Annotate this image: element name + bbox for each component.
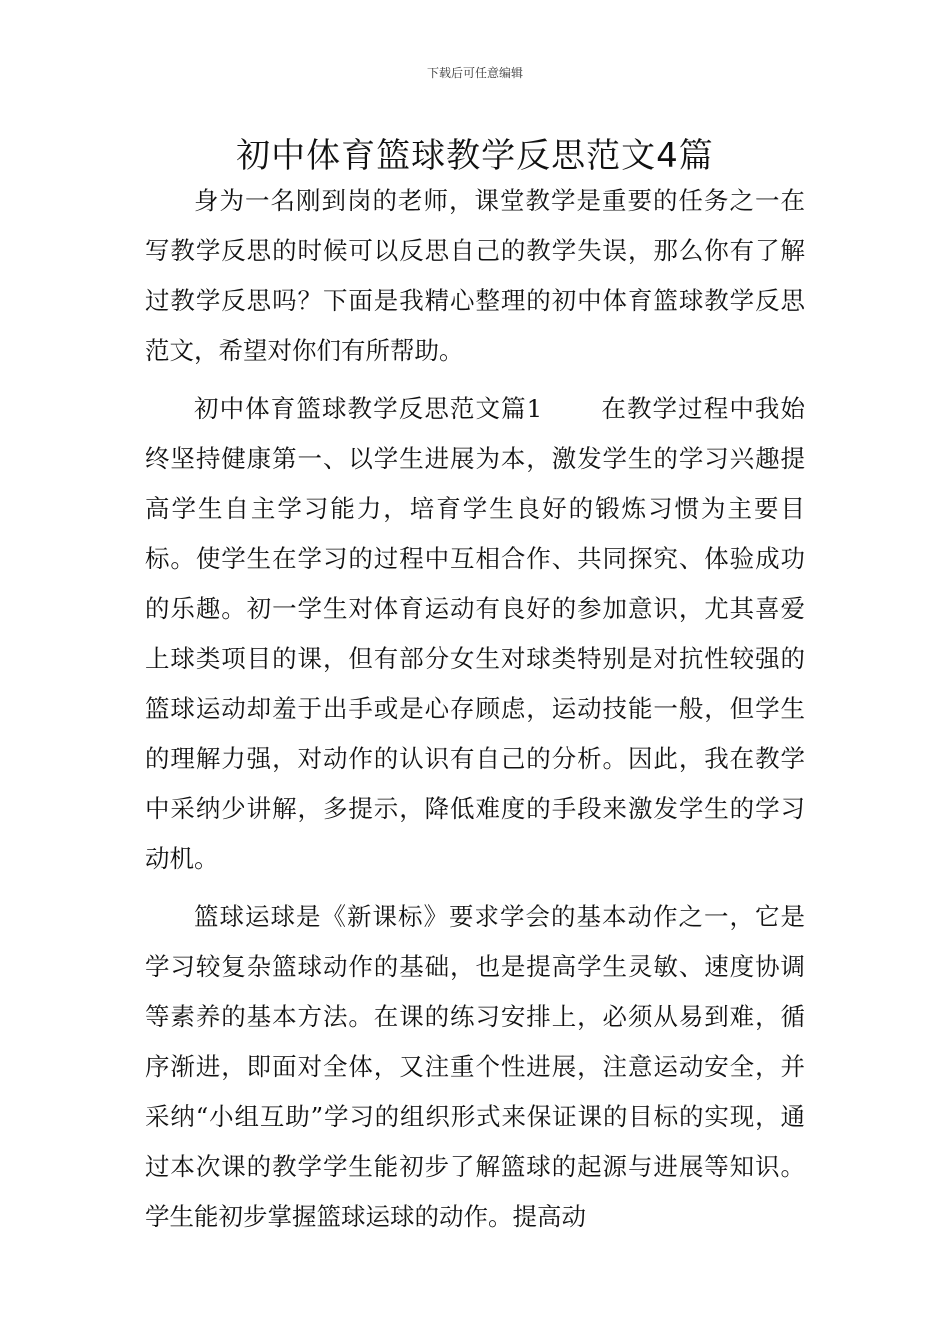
section-1-paragraph-2: 篮球运球是《新课标》要求学会的基本动作之一，它是学习较复杂篮球动作的基础，也是提高学生灵敏、速度协调等素养的基本方法。在课的练习安排上，必须从易到难，循序渐进，即面对全体，又注重个性进展，注意运动安全，并采纳“小组互助”学习的组织形式来保证课的目标的实现，通过本次课的教学学生能初步了解篮球的起源与进展等知识。学生能初步掌握篮球运球的动作。提高动	[145, 902, 805, 1231]
page-title: 初中体育篮球教学反思范文4篇	[236, 136, 714, 176]
section-1-paragraph-1-text: 在教学过程中我始终坚持健康第一、以学生进展为本，激发学生的学习兴趣提高学生自主学习能力，培育学生良好的锻炼习惯为主要目标。使学生在学习的过程中互相合作、共同探究、体验成功的乐趣。初一学生对体育运动有良好的参加意识，尤其喜爱上球类项目的课，但有部分女生对球类特别是对抗性较强的篮球运动却羞于出手或是心存顾虑，运动技能一般，但学生的理解力强，对动作的认识有自己的分析。因此，我在教学中采纳少讲解，多提示，降低难度的手段来激发学生的学习动机。	[145, 394, 806, 873]
paragraph-spacer	[145, 884, 805, 892]
section-1-heading: 初中体育篮球教学反思范文篇1	[194, 394, 543, 423]
section-1-paragraph-1	[145, 384, 805, 884]
intro-paragraph: 身为一名刚到岗的老师，课堂教学是重要的任务之一在写教学反思的时候可以反思自己的教学失误，那么你有了解过教学反思吗？下面是我精心整理的初中体育篮球教学反思范文，希望对你们有所帮助。	[145, 186, 805, 365]
paragraph-spacer	[145, 376, 805, 384]
header-note: 下载后可任意编辑	[426, 66, 523, 80]
document-body	[145, 176, 805, 1242]
